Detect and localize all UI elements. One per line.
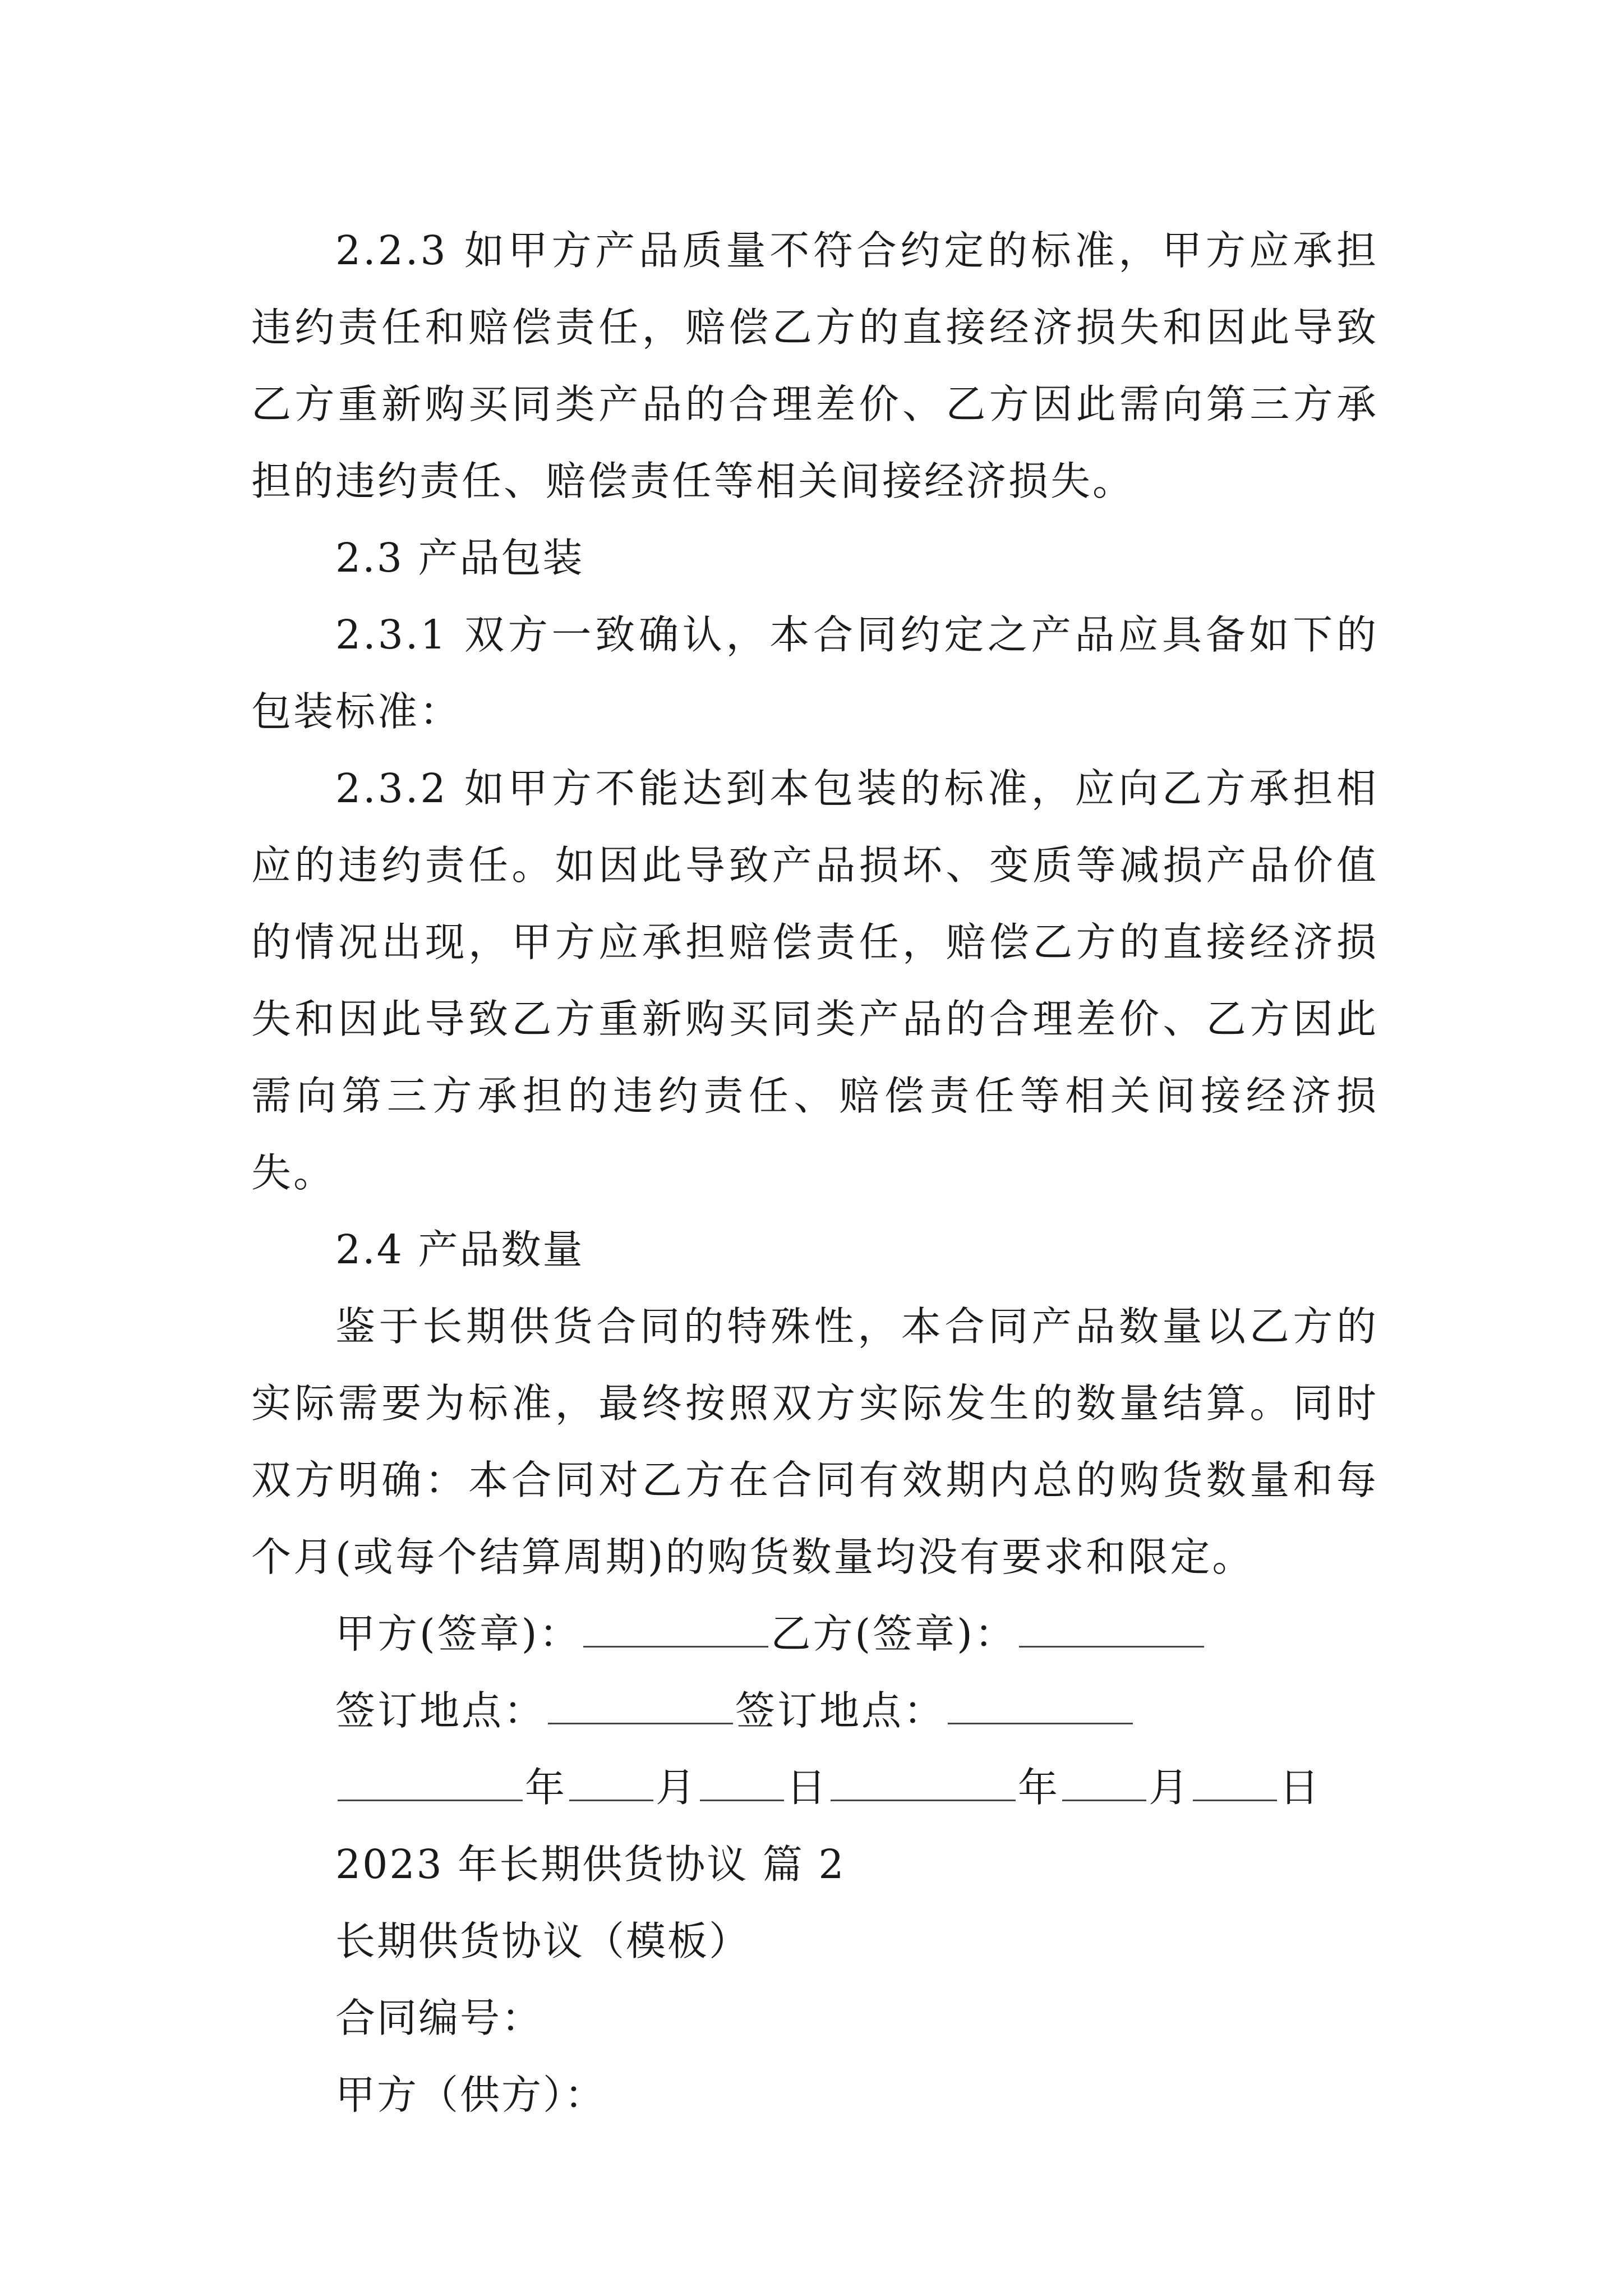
day-blank-b: [1193, 1765, 1277, 1801]
party-a-signature-label: 甲方(签章)：: [335, 1611, 582, 1657]
date-line: [251, 1749, 1378, 1826]
month-label-b: 月: [1149, 1764, 1191, 1811]
signing-place-blank-b: [948, 1688, 1133, 1724]
month-label-a: 月: [656, 1764, 698, 1811]
signing-place-label-b: 签订地点：: [735, 1687, 946, 1734]
clause-2-2-3: 2.2.3 如甲方产品质量不符合约定的标准，甲方应承担违约责任和赔偿责任，赔偿乙方的直接经济损失和因此导致乙方重新购买同类产品的合理差价、乙方因此需向第三方承担的违约责任、赔偿责任等相关间接经济损失。: [251, 227, 1378, 504]
next-section-heading: 2023 年长期供货协议 篇 2: [335, 1841, 846, 1888]
agreement-title: 长期供货协议（模板）: [335, 1918, 751, 1964]
section-heading-2-4: 2.4 产品数量: [335, 1226, 584, 1273]
clause-2-3-2: 2.3.2 如甲方不能达到本包装的标准，应向乙方承担相应的违约责任。如因此导致产品损坏、变质等减损产品价值的情况出现，甲方应承担赔偿责任，赔偿乙方的直接经济损失和因此导致乙方重新购买同类产品的合理差价、乙方因此需向第三方承担的违约责任、赔偿责任等相关间接经济损失。: [251, 765, 1378, 1196]
document-body: [251, 212, 1378, 2133]
party-b-signature-label: 乙方(签章)：: [771, 1611, 1017, 1657]
day-blank-a: [700, 1765, 784, 1801]
month-blank-b: [1062, 1765, 1146, 1801]
contract-number-label: 合同编号：: [335, 1995, 543, 2041]
year-label-a: 年: [525, 1764, 568, 1811]
year-blank-b: [831, 1765, 1016, 1801]
day-label-a: 日: [786, 1764, 829, 1811]
signature-line: [251, 1595, 1378, 1672]
clause-2-3-1: 2.3.1 双方一致确认，本合同约定之产品应具备如下的包装标准：: [251, 611, 1378, 735]
signing-place-line: [251, 1672, 1378, 1749]
year-blank-a: [338, 1765, 523, 1801]
clause-2-4-body: 鉴于长期供货合同的特殊性，本合同产品数量以乙方的实际需要为标准，最终按照双方实际发生的数量结算。同时双方明确：本合同对乙方在合同有效期内总的购货数量和每个月(或每个结算周期)的购货数量均没有要求和限定。: [251, 1303, 1378, 1580]
party-a-supplier-label: 甲方（供方）：: [335, 2072, 606, 2118]
year-label-b: 年: [1018, 1764, 1061, 1811]
month-blank-a: [569, 1765, 653, 1801]
party-a-signature-blank: [583, 1611, 768, 1648]
party-b-signature-blank: [1019, 1611, 1204, 1648]
day-label-b: 日: [1279, 1764, 1322, 1811]
section-heading-2-3: 2.3 产品包装: [335, 535, 584, 581]
signing-place-label-a: 签订地点：: [335, 1687, 546, 1734]
signing-place-blank-a: [548, 1688, 733, 1724]
